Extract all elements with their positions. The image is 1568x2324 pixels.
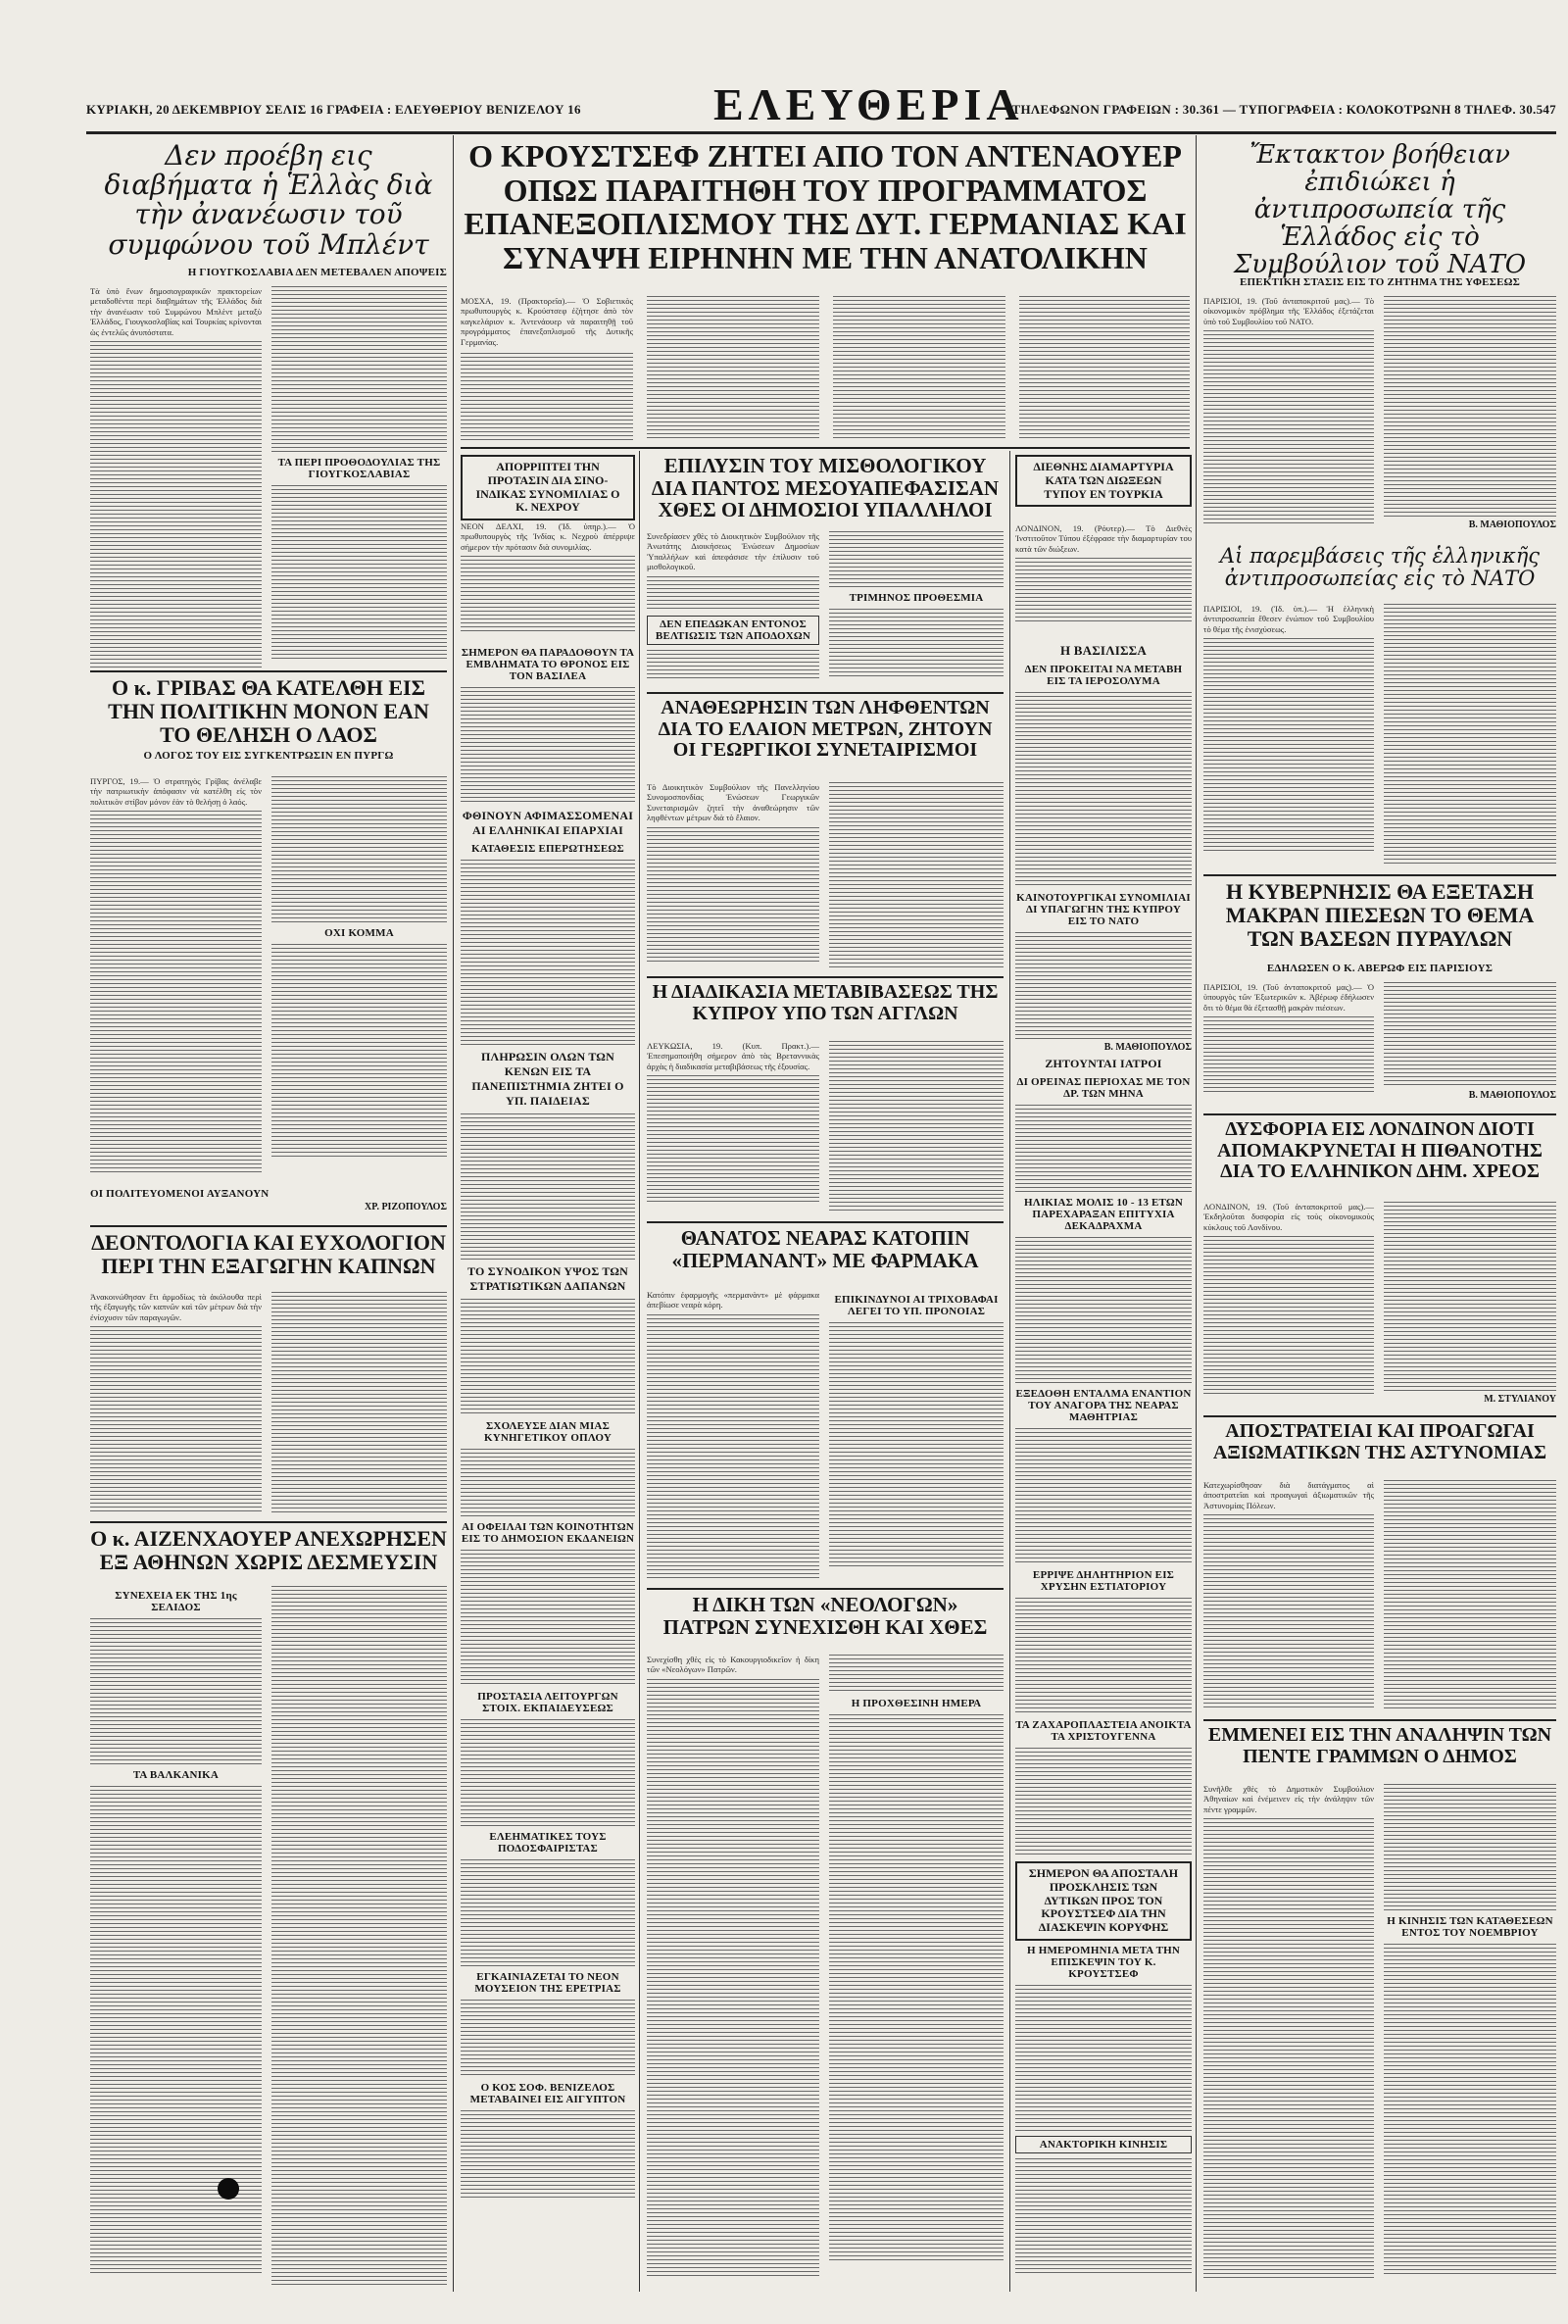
- col5-kyb-subheading: ΕΔΗΛΩΣΕΝ Ο Κ. ΑΒΕΡΩΦ ΕΙΣ ΠΑΡΙΣΙΟΥΣ: [1266, 963, 1494, 974]
- col5-kyb-headline-block: [1203, 880, 1556, 961]
- col3-dikh-headline-block: [647, 1594, 1004, 1651]
- col3-dikh-text: Συνεχίσθη χθὲς εἰς τὸ Κακουργιοδικεῖον ἡ δίκη τῶν «Νεολόγων» Πατρῶν.: [647, 1655, 822, 1675]
- col2-brief-8-lines: [461, 1859, 635, 1967]
- col5-apost-text: Κατεχωρίσθησαν διὰ διατάγματος αἱ ἀποστρατεῖαι καὶ προαγωγαὶ ἀξιωματικῶν τῆς Ἀστυνομίας Πόλεων.: [1203, 1480, 1377, 1510]
- col4-diam-article: [1015, 523, 1195, 637]
- col5-emmen-lines-2: [1384, 1784, 1556, 1911]
- col1-aisen-headline: Ο κ. ΑΙΖΕΝΧΑΟΥΕΡ ΑΝΕΧΩΡΗΣΕΝ ΕΞ ΑΘΗΝΩΝ ΧΩΡΙΣ ΔΕΣΜΕΥΣΙΝ: [90, 1526, 447, 1574]
- col5-lead-lines-2: [1384, 296, 1556, 518]
- col1-deont-article-left: [90, 1292, 265, 1517]
- col5-lead-subheading: ΕΠΕΚΤΙΚΗ ΣΤΑΣΙΣ ΕΙΣ ΤΟ ΖΗΤΗΜΑ ΤΗΣ ΥΦΕΣΕΩΣ: [1239, 276, 1521, 288]
- col5-emmen-article-right: [1384, 1784, 1556, 2292]
- col1-lead-headline: Δεν προέβη εις διαβήματα ἡ Ἑλλὰς διὰ τὴν ἀνανέωσιν τοῦ συμφώνου τοῦ Μπλέντ: [104, 139, 433, 261]
- col4-simer-headline: ΣΗΜΕΡΟΝ ΘΑ ΑΠΟΣΤΑΛΗ ΠΡΟΣΚΛΗΣΙΣ ΤΩΝ ΔΥΤΙΚΩΝ ΠΡΟΣ ΤΟΝ ΚΡΟΥΣΤΣΕΦ ΔΙΑ ΤΗΝ ΔΙΑΣΚΕΨΙΝ ΚΟΡΥΦΗΣ: [1015, 1861, 1192, 1941]
- col5-emmen-sub: Η ΚΙΝΗΣΙΣ ΤΩΝ ΚΑΤΑΘΕΣΕΩΝ ΕΝΤΟΣ ΤΟΥ ΝΟΕΜΒΡΙΟΥ: [1387, 1915, 1553, 1939]
- col3-epil-headline: ΕΠΙΛΥΣΙΝ ΤΟΥ ΜΙΣΘΟΛΟΓΙΚΟΥ ΔΙΑ ΠΑΝΤΟΣ ΜΕΣΟΥΑΠΕΦΑΣΙΣΑΝ ΧΘΕΣ ΟΙ ΔΗΜΟΣΙΟΙ ΥΠΑΛΛΗΛΟΙ: [651, 454, 1000, 522]
- col5-dysf-byline: Μ. ΣΤΥΛΙΑΝΟΥ: [1484, 1394, 1556, 1405]
- col1-grivas-mid-sub: ΟΧΙ ΚΟΜΜΑ: [324, 927, 394, 939]
- col2-brief-7: ΠΡΟΣΤΑΣΙΑ ΛΕΙΤΟΥΡΓΩΝ ΣΤΟΙΧ. ΕΚΠΑΙΔΕΥΣΕΩΣ: [477, 1691, 618, 1714]
- col5-lead-byline: Β. ΜΑΘΙΟΠΟΥΛΟΣ: [1468, 519, 1556, 530]
- col4-simer-sub: Η ΗΜΕΡΟΜΗΝΙΑ ΜΕΤΑ ΤΗΝ ΕΠΙΣΚΕΨΙΝ ΤΟΥ Κ. ΚΡΟΥΣΤΣΕΦ: [1026, 1944, 1181, 1980]
- col5-lead-sub-block: [1203, 276, 1556, 294]
- col3-epil-headline-block: [647, 455, 1004, 527]
- col3-anath-text: Τὸ Διοικητικὸν Συμβούλιον τῆς Πανελληνίου Συνομοσπονδίας Ἑνώσεων Γεωργικῶν Συνεταιρισμῶν ζητεῖ τὴν ἀναθεώρησιν τῶν ληφθέντων μέτρων διὰ τὸ ἔλαιον.: [647, 782, 822, 823]
- col1-deont-lines-2: [271, 1292, 447, 1513]
- col4-simer-lines: [1015, 1985, 1192, 2132]
- col2-lead-headline-block: [461, 139, 1190, 292]
- col4-diam-text: ΛΟΝΔΙΝΟΝ, 19. (Ρόυτερ).— Τὸ Διεθνὲς Ἰνστιτοῦτον Τύπου ἐξέφρασε τὴν διαμαρτυρίαν του κατὰ τῶν διώξεων.: [1015, 523, 1195, 554]
- col3-anath-lines-2: [829, 782, 1004, 968]
- col1-deont-article-right: [271, 1292, 447, 1517]
- col5-kyb-text: ΠΑΡΙΣΙΟΙ, 19. (Τοῦ ἀνταποκριτοῦ μας).— Ὁ ὑπουργὸς τῶν Ἐξωτερικῶν κ. Ἀβέρωφ ἐδήλωσεν ὅτι τὸ θέμα θὰ ἐξετασθῇ μακρὰν πιέσεων.: [1203, 982, 1377, 1013]
- col5-dysf-lines: [1203, 1236, 1374, 1397]
- newspaper-title: ΕΛΕΥΘΕΡΙΑ: [713, 79, 1024, 129]
- col5-dysf-lines-2: [1384, 1202, 1556, 1392]
- col5-divider-b: [1203, 1113, 1556, 1115]
- col3-anath-headline: ΑΝΑΘΕΩΡΗΣΙΝ ΤΩΝ ΛΗΦΘΕΝΤΩΝ ΔΙΑ ΤΟ ΕΛΑΙΟΝ ΜΕΤΡΩΝ, ΖΗΤΟΥΝ ΟΙ ΓΕΩΡΓΙΚΟΙ ΣΥΝΕΤΑΙΡΙΣΜΟΙ: [658, 697, 993, 762]
- col5-apost-article-right: [1384, 1480, 1556, 1715]
- col5-kyb-headline: Η ΚΥΒΕΡΝΗΣΙΣ ΘΑ ΕΞΕΤΑΣΗ ΜΑΚΡΑΝ ΠΙΕΣΕΩΝ ΤΟ ΘΕΜΑ ΤΩΝ ΒΑΣΕΩΝ ΠΥΡΑΥΛΩΝ: [1225, 879, 1535, 951]
- col3-diad-article-left: [647, 1041, 822, 1217]
- col4-kail-sub: ΚΑΙΝΟΤΟΥΡΓΙΚΑΙ ΣΥΝΟΜΙΛΙΑΙ ΔΙ ΥΠΑΓΩΓΗΝ ΤΗΣ ΚΥΠΡΟΥ ΕΙΣ ΤΟ ΝΑΤΟ: [1016, 892, 1191, 927]
- col1-aisen-side-sub: ΤΑ ΒΑΛΚΑΝΙΚΑ: [132, 1769, 220, 1781]
- col1-lead-text-lines-2: [271, 286, 447, 453]
- col5-parem-headline: Αἱ παρεμβάσεις τῆς ἑλληνικῆς ἀντιπροσωπείας εἰς τὸ ΝΑΤΟ: [1219, 544, 1541, 590]
- col2-brief-5-lines: [461, 1449, 635, 1517]
- col2-brief-9: ΕΓΚΑΙΝΙΑΖΕΤΑΙ ΤΟ ΝΕΟΝ ΜΟΥΣΕΙΟΝ ΤΗΣ ΕΡΕΤΡΙΑΣ: [474, 1971, 621, 1995]
- col3-epil-side-sub: ΤΡΙΜΗΝΟΣ ΠΡΟΘΕΣΜΙΑ: [849, 592, 984, 604]
- col5-dysf-headline: ΔΥΣΦΟΡΙΑ ΕΙΣ ΛΟΝΔΙΝΟΝ ΔΙΟΤΙ ΑΠΟΜΑΚΡΥΝΕΤΑΙ Η ΠΙΘΑΝΟΤΗΣ ΔΙΑ ΤΟ ΕΛΛΗΝΙΚΟΝ ΔΗΜ. ΧΡΕΟΣ: [1217, 1118, 1543, 1183]
- col3-diad-lines-2: [829, 1041, 1004, 1213]
- col3-epil-article-left: [647, 531, 822, 688]
- col5-apost-headline-block: [1203, 1421, 1556, 1476]
- col3-epil-lines-4: [829, 609, 1004, 677]
- col5-kyb-lines-2: [1384, 982, 1556, 1088]
- col2-sino-headline: ΑΠΟΡΡΙΠΤΕΙ ΤΗΝ ΠΡΟΤΑΣΙΝ ΔΙΑ ΣΙΝΟ-ΙΝΔΙΚΑΣ ΣΥΝΟΜΙΛΙΑΣ Ο Κ. ΝΕΧΡΟΥ: [461, 455, 635, 520]
- col5-divider-d: [1203, 1719, 1556, 1721]
- column-divider-3: [1009, 451, 1010, 2292]
- col1-lead-text-lines-3: [271, 485, 447, 662]
- col2-lead-headline: Ο ΚΡΟΥΣΤΣΕΦ ΖΗΤΕΙ ΑΠΟ ΤΟΝ ΑΝΤΕΝΑΟΥΕΡ ΟΠΩΣ ΠΑΡΑΙΤΗΘΗ ΤΟΥ ΠΡΟΓΡΑΜΜΑΤΟΣ ΕΠΑΝΕΞΟΠΛΙΣΜΟΥ ΤΗΣ ΔΥΤ. ΓΕΡΜΑΝΙΑΣ ΚΑΙ ΣΥΝΑΨΗ ΕΙΡΗΝΗΝ ΜΕ ΤΗΝ ΑΝΑΤΟΛΙΚΗΝ: [464, 138, 1187, 275]
- column-divider-4: [1196, 135, 1197, 2292]
- col3-than-lines-2: [829, 1322, 1004, 1567]
- col4-diam-lines: [1015, 558, 1192, 622]
- col1-deont-lines: [90, 1326, 262, 1512]
- col5-apost-article-left: [1203, 1480, 1377, 1715]
- col3-anath-article-right: [829, 782, 1004, 972]
- col5-dysf-article-right: [1384, 1202, 1556, 1411]
- col1-grivas-subheading: Ο ΛΟΓΟΣ ΤΟΥ ΕΙΣ ΣΥΓΚΕΝΤΡΩΣΙΝ ΕΝ ΠΥΡΓΩ: [143, 750, 394, 763]
- col2-brief-6-lines: [461, 1550, 635, 1687]
- col3-than-headline-block: [647, 1227, 1004, 1286]
- col2-brief-7-lines: [461, 1719, 635, 1827]
- col5-parem-article-right: [1384, 604, 1556, 868]
- masthead-phone-line: ΤΗΛΕΦΩΝΟΝ ΓΡΑΦΕΙΩΝ : 30.361 — ΤΥΠΟΓΡΑΦΕΙΑ : ΚΟΛΟΚΟΤΡΩΝΗ 8 ΤΗΛΕΦ. 30.547: [1011, 102, 1556, 117]
- col2-sino-headline-block: [461, 455, 635, 516]
- col3-anath-headline-block: [647, 698, 1004, 778]
- col5-divider-c: [1203, 1415, 1556, 1417]
- col4-zit-sub2: ΔΙ ΟΡΕΙΝΑΣ ΠΕΡΙΟΧΑΣ ΜΕ ΤΟΝ ΔΡ. ΤΩΝ ΜΗΝΑ: [1016, 1076, 1191, 1100]
- col2-brief-1-lines: [461, 687, 635, 805]
- col5-dysf-article-left: [1203, 1202, 1377, 1411]
- col3-epil-text: Συνεδρίασεν χθὲς τὸ Διοικητικὸν Συμβούλιον τῆς Ἀνωτάτης Διοικήσεως Ἐνώσεων Δημοσίων Ὑπαλλήλων καὶ ἀπεφάσισε τὴν ἐπίλυσιν τοῦ μισθολογικοῦ.: [647, 531, 822, 572]
- masthead-date-line: ΚΥΡΙΑΚΗ, 20 ΔΕΚΕΜΒΡΙΟΥ ΣΕΛΙΣ 16 ΓΡΑΦΕΙΑ : ΕΛΕΥΘΕΡΙΟΥ ΒΕΝΙΖΕΛΟΥ 16: [86, 102, 581, 117]
- col2-briefs: [461, 643, 635, 2292]
- col1-aisen-headline-block: [90, 1527, 447, 1582]
- col3-dikh-lines: [647, 1679, 819, 2277]
- col2-sino-article: [461, 521, 638, 639]
- col3-epil-box-sub: ΔΕΝ ΕΠΕΔΩΚΑΝ ΕΝΤΟΝΟΣ ΒΕΛΤΙΩΣΙΣ ΤΩΝ ΑΠΟΔΟΧΩΝ: [647, 616, 819, 645]
- col4-briefs: [1015, 639, 1192, 2292]
- col2-lead-lines-3: [833, 296, 1005, 441]
- col3-than-text: Κατόπιν ἐφαρμογῆς «περμανὰντ» μὲ φάρμακα ἀπεβίωσε νεαρὰ κόρη.: [647, 1290, 822, 1310]
- col3-anath-article-left: [647, 782, 822, 972]
- col1-grivas-article-left: [90, 776, 265, 1186]
- col1-grivas-mid-sub2: ΟΙ ΠΟΛΙΤΕΥΟΜΕΝΟΙ ΑΥΞΑΝΟΥΝ: [90, 1188, 270, 1200]
- col5-kyb-sub-block: [1203, 963, 1556, 980]
- col2-lead-text: ΜΟΣΧΑ, 19. (Πρακτορεῖα).— Ὁ Σοβιετικὸς πρωθυπουργὸς κ. Κρούστσεφ ἐζήτησε ἀπὸ τὸν καγκελάριον κ. Ἀντενάουερ νὰ παραιτηθῇ τοῦ προγράμματος ἐπανεξοπλισμοῦ τῆς Δυτικῆς Γερμανίας.: [461, 296, 636, 347]
- col3-than-article-right: [829, 1290, 1004, 1584]
- col5-kyb-article-right: [1384, 982, 1556, 1110]
- col1-divider-a: [90, 670, 447, 672]
- col2-brief-8: ΕΛΕΗΜΑΤΙΚΕΣ ΤΟΥΣ ΠΟΔΟΣΦΑΙΡΙΣΤΑΣ: [489, 1831, 607, 1854]
- col3-diad-headline: Η ΔΙΑΔΙΚΑΣΙΑ ΜΕΤΑΒΙΒΑΣΕΩΣ ΤΗΣ ΚΥΠΡΟΥ ΥΠΟ ΤΩΝ ΑΓΓΛΩΝ: [652, 981, 999, 1024]
- col2-brief-2-sub: ΚΑΤΑΘΕΣΙΣ ΕΠΕΡΩΤΗΣΕΩΣ: [471, 843, 624, 855]
- col5-apost-headline: ΑΠΟΣΤΡΑΤΕΙΑΙ ΚΑΙ ΠΡΟΑΓΩΓΑΙ ΑΞΙΩΜΑΤΙΚΩΝ ΤΗΣ ΑΣΤΥΝΟΜΙΑΣ: [1212, 1420, 1547, 1463]
- col4-kail-byline: Β. ΜΑΘΙΟΠΟΥΛΟΣ: [1103, 1042, 1192, 1053]
- col1-divider-c: [90, 1521, 447, 1523]
- col1-lead-article-right: [271, 286, 447, 667]
- col5-dysf-headline-block: [1203, 1119, 1556, 1198]
- col5-emmen-headline-block: [1203, 1725, 1556, 1780]
- col3-divider-c: [647, 1221, 1004, 1223]
- col5-emmen-article-left: [1203, 1784, 1377, 2292]
- col2-brief-4: ΤΟ ΣΥΝΟΔΙΚΟΝ ΥΨΟΣ ΤΩΝ ΣΤΡΑΤΙΩΤΙΚΩΝ ΔΑΠΑΝΩΝ: [466, 1264, 629, 1293]
- col2-lead-lines-2: [647, 296, 819, 441]
- col1-lead-text: Τὰ ὑπὸ ἔνων δημοσιογραφικῶν πρακτορείων μεταδοθέντα περὶ διαβημάτων τῆς Ἑλλάδος διὰ τὴν ἀνανέωσιν τοῦ Συμφώνου Μπλὲντ μεταξὺ Ἑλλάδος, Γιουγκοσλαβίας καὶ Τουρκίας κρίνονται ὡς ἐντελῶς ἀνυπόστατα.: [90, 286, 265, 337]
- col3-diad-lines: [647, 1075, 819, 1203]
- col5-divider-a: [1203, 874, 1556, 876]
- col3-diad-headline-block: [647, 982, 1004, 1037]
- col3-epil-lines-2: [647, 650, 819, 679]
- col3-dikh-article-left: [647, 1655, 822, 2292]
- col4-kail-lines: [1015, 932, 1192, 1040]
- col1-aisen-lines: [90, 1618, 262, 1765]
- col1-lead-text-lines: [90, 341, 262, 674]
- col5-apost-lines-2: [1384, 1480, 1556, 1711]
- col2-brief-1: ΣΗΜΕΡΟΝ ΘΑ ΠΑΡΑΔΟΘΟΥΝ ΤΑ ΕΜΒΛΗΜΑΤΑ ΤΟ ΘΡΟΝΟΣ ΕΙΣ ΤΟΝ ΒΑΣΙΛΕΑ: [461, 647, 635, 682]
- col4-hlik-sub: ΗΛΙΚΙΑΣ ΜΟΛΙΣ 10 - 13 ΕΤΩΝ ΠΑΡΕΧΑΡΑΞΑΝ ΕΠΙΤΥΧΙΑ ΔΕΚΑΔΡΑΧΜΑ: [1023, 1197, 1184, 1232]
- col5-lead-headline: Ἔκτακτον βοήθειαν ἐπιδιώκει ἡ ἀντιπροσωπεία τῆς Ἑλλάδος εἰς τὸ Συμβούλιον τοῦ ΝΑΤΟ: [1233, 140, 1527, 280]
- col5-apost-lines: [1203, 1514, 1374, 1710]
- col5-parem-lines-2: [1384, 604, 1556, 865]
- col5-emmen-text: Συνῆλθε χθὲς τὸ Δημοτικὸν Συμβούλιον Ἀθηναίων καὶ ἐνέμεινεν εἰς τὴν ἀνάληψιν τῶν πέντε γραμμῶν.: [1203, 1784, 1377, 1814]
- col1-lead-sub-block: [90, 267, 447, 284]
- col2-lead-lines-1: [461, 353, 633, 441]
- col5-kyb-article-left: [1203, 982, 1377, 1110]
- col4-exod-sub: ΕΞΕΔΟΘΗ ΕΝΤΑΛΜΑ ΕΝΑΝΤΙΟΝ ΤΟΥ ΑΝΑΓΟΡΑ ΤΗΣ ΝΕΑΡΑΣ ΜΑΘΗΤΡΙΑΣ: [1015, 1388, 1192, 1423]
- col4-hlik-lines: [1015, 1237, 1192, 1384]
- col1-grivas-byline: ΧΡ. ΡΙΖΟΠΟΥΛΟΣ: [365, 1202, 447, 1212]
- col2-brief-10-lines: [461, 2110, 635, 2199]
- col1-grivas-footer: [90, 1188, 447, 1221]
- col1-lead-article-left: [90, 286, 265, 667]
- col5-parem-headline-block: [1203, 545, 1556, 600]
- col1-divider-b: [90, 1225, 447, 1227]
- col1-grivas-headline: Ο κ. ΓΡΙΒΑΣ ΘΑ ΚΑΤΕΛΘΗ ΕΙΣ ΤΗΝ ΠΟΛΙΤΙΚΗΝ ΜΟΝΟΝ ΕΑΝ ΤΟ ΘΕΛΗΣΗ Ο ΛΑΟΣ: [108, 675, 429, 747]
- col3-than-article-left: [647, 1290, 822, 1584]
- col3-epil-article-right: [829, 531, 1004, 688]
- col3-diad-text: ΛΕΥΚΩΣΙΑ, 19. (Κυπ. Πρακτ.).— Ἐπεσημοποιήθη σήμερον ἀπὸ τὰς Βρεταννικὰς ἀρχὰς ἡ διαδικασία μεταβιβάσεως τῆς ἐξουσίας.: [647, 1041, 822, 1071]
- col5-lead-headline-block: [1203, 140, 1556, 280]
- col4-diam-headline-block: [1015, 455, 1192, 519]
- col1-grivas-lines-3: [271, 944, 447, 1160]
- col1-grivas-lines-2: [271, 776, 447, 923]
- col2-sino-text: ΝΕΟΝ ΔΕΛΧΙ, 19. (Ἰδ. ὑπηρ.).— Ὁ πρωθυπουργὸς τῆς Ἰνδίας κ. Νεχροὺ ἀπέρριψε σήμερον τὴν πρότασιν διὰ συνομιλίας.: [461, 521, 638, 552]
- col3-dikh-lines-2: [829, 1655, 1004, 1694]
- col1-side-subheading: ΤΑ ΠΕΡΙ ΠΡΟΘΟΔΟΥΛΙΑΣ ΤΗΣ ΓΙΟΥΓΚΟΣΛΑΒΙΑΣ: [277, 457, 441, 480]
- col2-brief-10: Ο ΚΟΣ ΣΟΦ. ΒΕΝΙΖΕΛΟΣ ΜΕΤΑΒΑΙΝΕΙ ΕΙΣ ΑΙΓΥΠΤΟΝ: [469, 2082, 626, 2105]
- col5-emmen-lines: [1203, 1818, 1374, 2279]
- col2-brief-6: ΑΙ ΟΦΕΙΛΑΙ ΤΩΝ ΚΟΙΝΟΤΗΤΩΝ ΕΙΣ ΤΟ ΔΗΜΟΣΙΟΝ ΕΚΔΑΝΕΙΩΝ: [461, 1521, 635, 1545]
- col5-lead-lines: [1203, 330, 1374, 526]
- col2-brief-2: ΦΘΙΝΟΥΝ ΑΦΙΜΑΣΣΟΜΕΝΑΙ ΑΙ ΕΛΛΗΝΙΚΑΙ ΕΠΑΡΧΙΑΙ: [462, 809, 634, 837]
- col4-basil-lines: [1015, 692, 1192, 888]
- column-divider-1: [453, 135, 454, 2292]
- col5-parem-article-left: [1203, 604, 1377, 868]
- column-divider-2: [639, 451, 640, 2292]
- col1-grivas-text: ΠΥΡΓΟΣ, 19.— Ὁ στρατηγὸς Γρίβας ἀνέλαβε τὴν πατριωτικὴν ἀπόφασιν νὰ κατέλθη εἰς τὸν πολιτικὸν στίβον μόνον ἐὰν τὸ θελήσῃ ὁ λαός.: [90, 776, 265, 807]
- col1-deont-text: Ἀνακοινώθησαν ἔτι ἀρμοδίως τὰ ἀκόλουθα περὶ τῆς ἐξαγωγῆς τῶν καπνῶν καὶ τῶν μέτρων διὰ τὴν ἐνίσχυσιν τῶν παραγωγῶν.: [90, 1292, 265, 1322]
- col3-dikh-lines-3: [829, 1714, 1004, 2263]
- col2-sino-lines: [461, 556, 635, 634]
- col5-parem-text: ΠΑΡΙΣΙΟΙ, 19. (Ἰδ. ὑπ.).— Ἡ ἑλληνικὴ ἀντιπροσωπεία ἔθεσεν ἐνώπιον τοῦ Συμβουλίου τὸ θέμα τῆς ἐνισχύσεως.: [1203, 604, 1377, 634]
- col3-epil-lines-3: [829, 531, 1004, 588]
- col2-brief-9-lines: [461, 2000, 635, 2078]
- col4-erry-lines: [1015, 1598, 1192, 1715]
- col3-dikh-side-sub: Η ΠΡΟΧΘΕΣΙΝΗ ΗΜΕΡΑ: [851, 1698, 982, 1709]
- col4-anak-sub: ΑΝΑΚΤΟΡΙΚΗ ΚΙΝΗΣΙΣ: [1015, 2136, 1192, 2153]
- col4-erry-sub: ΕΡΡΙΨΕ ΔΗΛΗΤΗΡΙΟΝ ΕΙΣ ΧΡΥΣΗΝ ΕΣΤΙΑΤΟΡΙΟΥ: [1032, 1569, 1175, 1593]
- col2-brief-4-lines: [461, 1299, 635, 1416]
- col2-lead-article: [461, 296, 1190, 443]
- col3-dikh-headline: Η ΔΙΚΗ ΤΩΝ «ΝΕΟΛΟΓΩΝ» ΠΑΤΡΩΝ ΣΥΝΕΧΙΣΘΗ ΚΑΙ ΧΘΕΣ: [662, 1593, 988, 1639]
- col4-exod-lines: [1015, 1428, 1192, 1565]
- col1-aisen-subheading: ΣΥΝΕΧΕΙΑ ΕΚ ΤΗΣ 1ης ΣΕΛΙΔΟΣ: [115, 1590, 237, 1613]
- col5-kyb-byline: Β. ΜΑΘΙΟΠΟΥΛΟΣ: [1468, 1090, 1556, 1101]
- col2-brief-2-lines: [461, 860, 635, 1046]
- col2-brief-5: ΣΧΟΛΕΥΣΕ ΔΙΑΝ ΜΙΑΣ ΚΥΝΗΓΕΤΙΚΟΥ ΟΠΛΟΥ: [484, 1420, 612, 1444]
- col2-lead-lines-4: [1019, 296, 1190, 441]
- col5-lead-article-left: [1203, 296, 1377, 541]
- col4-basil-sub2: ΔΕΝ ΠΡΟΚΕΙΤΑΙ ΝΑ ΜΕΤΑΒΗ ΕΙΣ ΤΑ ΙΕΡΟΣΟΛΥΜΑ: [1024, 664, 1183, 687]
- col3-diad-article-right: [829, 1041, 1004, 1217]
- col4-basil-sub: Η ΒΑΣΙΛΙΣΣΑ: [1060, 643, 1147, 658]
- col2-divider-lead: [461, 447, 1190, 449]
- col3-divider-a: [647, 692, 1004, 694]
- col4-anak-lines: [1015, 2158, 1192, 2276]
- col2-brief-3-lines: [461, 1113, 635, 1261]
- masthead: [86, 78, 1556, 127]
- masthead-rule: [86, 131, 1556, 134]
- col1-grivas-headline-block: [90, 676, 447, 774]
- col3-divider-b: [647, 976, 1004, 978]
- col3-dikh-article-right: [829, 1655, 1004, 2292]
- col1-deont-headline: ΔΕΟΝΤΟΛΟΓΙΑ ΚΑΙ ΕΥΧΟΛΟΓΙΟΝ ΠΕΡΙ ΤΗΝ ΕΞΑΓΩΓΗΝ ΚΑΠΝΩΝ: [91, 1230, 446, 1278]
- col3-than-headline: ΘΑΝΑΤΟΣ ΝΕΑΡΑΣ ΚΑΤΟΠΙΝ «ΠΕΡΜΑΝΑΝΤ» ΜΕ ΦΑΡΜΑΚΑ: [671, 1226, 979, 1272]
- col5-emmen-headline: ΕΜΜΕΝΕΙ ΕΙΣ ΤΗΝ ΑΝΑΛΗΨΙΝ ΤΩΝ ΠΕΝΤΕ ΓΡΑΜΜΩΝ Ο ΔΗΜΟΣ: [1207, 1724, 1552, 1767]
- col4-zax-sub: ΤΑ ΖΑΧΑΡΟΠΛΑΣΤΕΙΑ ΑΝΟΙΚΤΑ ΤΑ ΧΡΙΣΤΟΥΓΕΝΝΑ: [1015, 1719, 1192, 1743]
- ink-blot: [218, 2178, 239, 2200]
- col3-anath-lines: [647, 827, 819, 964]
- col4-zit-sub: ΖΗΤΟΥΝΤΑΙ ΙΑΤΡΟΙ: [1045, 1057, 1162, 1070]
- col3-than-lines: [647, 1314, 819, 1579]
- col1-aisen-lines-2: [90, 1786, 262, 2276]
- col5-lead-article-right: [1384, 296, 1556, 541]
- col5-kyb-lines: [1203, 1016, 1374, 1095]
- col4-zit-lines: [1015, 1105, 1192, 1193]
- col2-brief-3: ΠΛΗΡΩΣΙΝ ΟΛΩΝ ΤΩΝ ΚΕΝΩΝ ΕΙΣ ΤΑ ΠΑΝΕΠΙΣΤΗΜΙΑ ΖΗΤΕΙ Ο ΥΠ. ΠΑΙΔΕΙΑΣ: [471, 1050, 624, 1108]
- col4-diam-headline: ΔΙΕΘΝΗΣ ΔΙΑΜΑΡΤΥΡΙΑ ΚΑΤΑ ΤΩΝ ΔΙΩΞΕΩΝ ΤΥΠΟΥ ΕΝ ΤΟΥΡΚΙΑ: [1015, 455, 1192, 507]
- col5-dysf-text: ΛΟΝΔΙΝΟΝ, 19. (Τοῦ ἀνταποκριτοῦ μας).— Ἐκδηλοῦται δυσφορία εἰς τοὺς οἰκονομικοὺς κύκλους τοῦ Λονδίνου.: [1203, 1202, 1377, 1232]
- col5-parem-lines: [1203, 638, 1374, 854]
- col1-lead-subheading: Η ΓΙΟΥΓΚΟΣΛΑΒΙΑ ΔΕΝ ΜΕΤΕΒΑΛΕΝ ΑΠΟΨΕΙΣ: [187, 267, 447, 278]
- col3-epil-lines: [647, 576, 819, 612]
- col1-deont-headline-block: [90, 1231, 447, 1288]
- col1-lead-headline-block: [90, 141, 447, 265]
- col1-grivas-article-right: [271, 776, 447, 1186]
- col1-aisen-lines-3: [271, 1586, 447, 2288]
- col1-aisen-article-right: [271, 1586, 447, 2292]
- col3-divider-d: [647, 1588, 1004, 1590]
- col5-lead-text: ΠΑΡΙΣΙΟΙ, 19. (Τοῦ ἀνταποκριτοῦ μας).— Τὸ οἰκονομικὸν πρόβλημα τῆς Ἑλλάδος ἐξετάζεται ὑπὸ τοῦ Συμβουλίου τοῦ ΝΑΤΟ.: [1203, 296, 1377, 326]
- col5-emmen-lines-3: [1384, 1944, 1556, 2277]
- col1-grivas-lines: [90, 811, 262, 1173]
- col3-than-side-sub: ΕΠΙΚΙΝΔΥΝΟΙ ΑΙ ΤΡΙΧΟΒΑΦΑΙ ΛΕΓΕΙ ΤΟ ΥΠ. ΠΡΟΝΟΙΑΣ: [834, 1294, 999, 1317]
- col4-zax-lines: [1015, 1748, 1192, 1855]
